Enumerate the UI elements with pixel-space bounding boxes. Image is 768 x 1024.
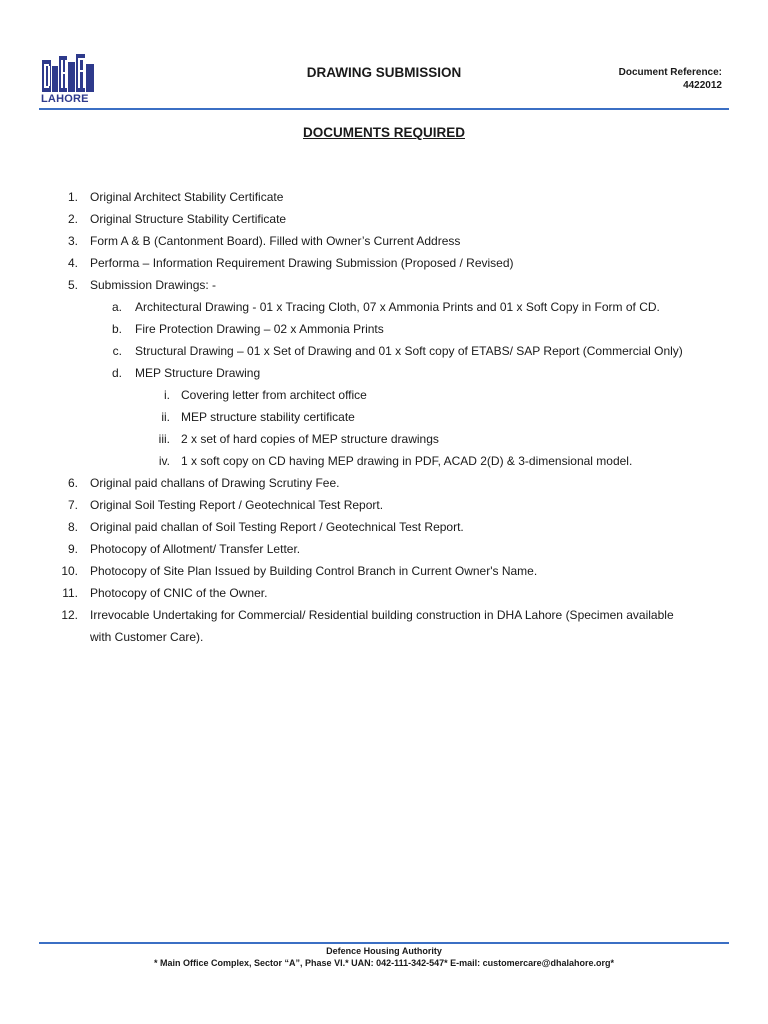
list-item-number: 8.: [67, 520, 78, 534]
list-item-number: d.: [111, 366, 122, 380]
list-item-number: 7.: [67, 498, 78, 512]
list-item-text: Original paid challans of Drawing Scrutiny Fee.: [90, 476, 340, 490]
list-item-text: Architectural Drawing - 01 x Tracing Cloth, 07 x Ammonia Prints and 01 x Soft Copy in Form of CD.: [135, 300, 660, 314]
section-title: DOCUMENTS REQUIRED: [302, 125, 465, 140]
list-item-text: with Customer Care).: [90, 630, 204, 644]
list-item-number: 3.: [67, 234, 78, 248]
list-item: [0, 231, 768, 251]
list-subitem: [0, 341, 768, 361]
list-subsubitem: [0, 429, 768, 449]
list-item-text: MEP structure stability certificate: [181, 410, 355, 424]
document-reference-label: Document Reference:: [618, 67, 722, 78]
list-subsubitem: [0, 385, 768, 405]
list-item-number: 12.: [61, 608, 78, 622]
list-item: [0, 253, 768, 273]
list-item: [0, 539, 768, 559]
list-item-text: Irrevocable Undertaking for Commercial/ Residential building construction in DHA Lahore (Specimen available: [90, 608, 674, 622]
header-divider: [39, 108, 729, 110]
document-reference: [619, 66, 722, 92]
list-item-text: Fire Protection Drawing – 02 x Ammonia Prints: [135, 322, 384, 336]
list-item-text: 1 x soft copy on CD having MEP drawing in PDF, ACAD 2(D) & 3-dimensional model.: [181, 454, 633, 468]
list-item-number: 4.: [67, 256, 78, 270]
list-item-text: Original Architect Stability Certificate: [90, 190, 284, 204]
list-item-number: 9.: [67, 542, 78, 556]
footer-divider: [39, 942, 729, 944]
list-item-text: Photocopy of CNIC of the Owner.: [90, 586, 268, 600]
list-item-text: Form A & B (Cantonment Board). Filled with Owner’s Current Address: [90, 234, 461, 248]
list-item-number: 2.: [67, 212, 78, 226]
list-subsubitem: [0, 407, 768, 427]
list-item-number: b.: [111, 322, 122, 336]
list-item: [0, 209, 768, 229]
list-item: [0, 495, 768, 515]
list-item-number: iii.: [158, 432, 170, 446]
list-item: [0, 473, 768, 493]
list-item-number: 5.: [67, 278, 78, 292]
list-item-number: 11.: [62, 586, 78, 600]
list-item-number: 6.: [67, 476, 78, 490]
list-item-text: Photocopy of Allotment/ Transfer Letter.: [90, 542, 301, 556]
list-item-number: ii.: [161, 410, 170, 424]
list-item-text: MEP Structure Drawing: [135, 366, 261, 380]
list-item-number: iv.: [158, 454, 170, 468]
list-item-text: Structural Drawing – 01 x Set of Drawing and 01 x Soft copy of ETABS/ SAP Report (Commercial Only): [135, 344, 683, 358]
footer-address: * Main Office Complex, Sector “A”, Phase VI.* UAN: 042-111-342-547* E-mail: customercare@dhalahore.org*: [154, 958, 614, 968]
list-item-text: Original Structure Stability Certificate: [90, 212, 287, 226]
list-item: [0, 561, 768, 581]
list-item-text: Original Soil Testing Report / Geotechnical Test Report.: [90, 498, 384, 512]
list-item: [0, 187, 768, 207]
list-item-number: 10.: [61, 564, 78, 578]
list-item-number: i.: [164, 388, 170, 402]
list-item-text: 2 x set of hard copies of MEP structure drawings: [181, 432, 439, 446]
list-subitem: [0, 319, 768, 339]
list-item-text: Original paid challan of Soil Testing Report / Geotechnical Test Report.: [90, 520, 464, 534]
list-item-text: Photocopy of Site Plan Issued by Building Control Branch in Current Owner's Name.: [90, 564, 538, 578]
footer-org: Defence Housing Authority: [326, 946, 442, 956]
list-item: [0, 517, 768, 537]
list-item: [0, 605, 768, 625]
list-item-number: 1.: [67, 190, 78, 204]
logo-text: LAHORE: [41, 93, 89, 105]
list-item-text: Performa – Information Requirement Drawing Submission (Proposed / Revised): [90, 256, 514, 270]
page-title: DRAWING SUBMISSION: [306, 65, 462, 80]
list-item: [0, 583, 768, 603]
document-reference-value: 4422012: [683, 80, 722, 91]
list-item-text: Covering letter from architect office: [181, 388, 367, 402]
list-subitem: [0, 297, 768, 317]
list-item: [0, 275, 768, 295]
list-item-text: Submission Drawings: -: [90, 278, 217, 292]
list-item-continuation: [0, 627, 768, 647]
list-item-number: c.: [112, 344, 122, 358]
list-subsubitem: [0, 451, 768, 471]
list-subitem: [0, 363, 768, 383]
list-item-number: a.: [111, 300, 122, 314]
